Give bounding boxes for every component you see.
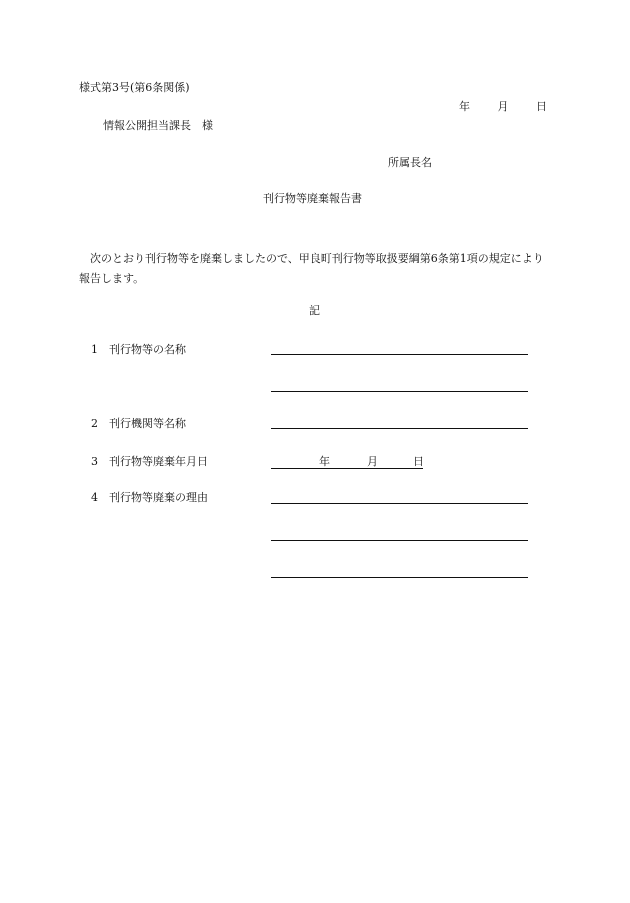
item-3-label: 刊行物等廃棄年月日 [109,455,208,468]
disposal-date-day: 日 [413,455,424,468]
addressee: 情報公開担当課長 様 [103,119,213,132]
report-date [459,101,547,112]
item-4-input-line-3[interactable] [271,577,528,578]
item-4 [91,492,208,503]
ki-heading: 記 [309,304,320,317]
item-4-input-line-2[interactable] [271,540,528,541]
item-1-number: 1 [91,343,98,356]
item-2-label: 刊行機関等名称 [109,417,186,430]
report-date-month: 月 [497,100,509,113]
item-2 [91,418,186,429]
item-3 [91,456,208,467]
item-2-number: 2 [91,417,98,430]
form-number: 様式第3号(第6条関係) [79,81,190,94]
item-1-input-line-1[interactable] [271,354,528,355]
item-2-input-line[interactable] [271,428,528,429]
body-text: 次のとおり刊行物等を廃棄しましたので、甲良町刊行物等取扱要綱第6条第1項の規定により報告します。 [79,252,544,285]
item-1-input-line-2[interactable] [271,391,528,392]
sender-name: 所属長名 [388,156,432,169]
disposal-date-month: 月 [367,455,378,468]
item-3-number: 3 [91,455,98,468]
item-1-label: 刊行物等の名称 [109,343,186,356]
disposal-date-field[interactable] [271,456,423,469]
item-4-input-line-1[interactable] [271,503,528,504]
report-date-year: 年 [459,100,470,113]
item-4-number: 4 [91,491,98,504]
document-title: 刊行物等廃棄報告書 [263,192,362,205]
disposal-date-year: 年 [319,455,330,468]
report-date-day: 日 [536,100,547,113]
item-1 [91,344,186,355]
item-4-label: 刊行物等廃棄の理由 [109,491,208,504]
